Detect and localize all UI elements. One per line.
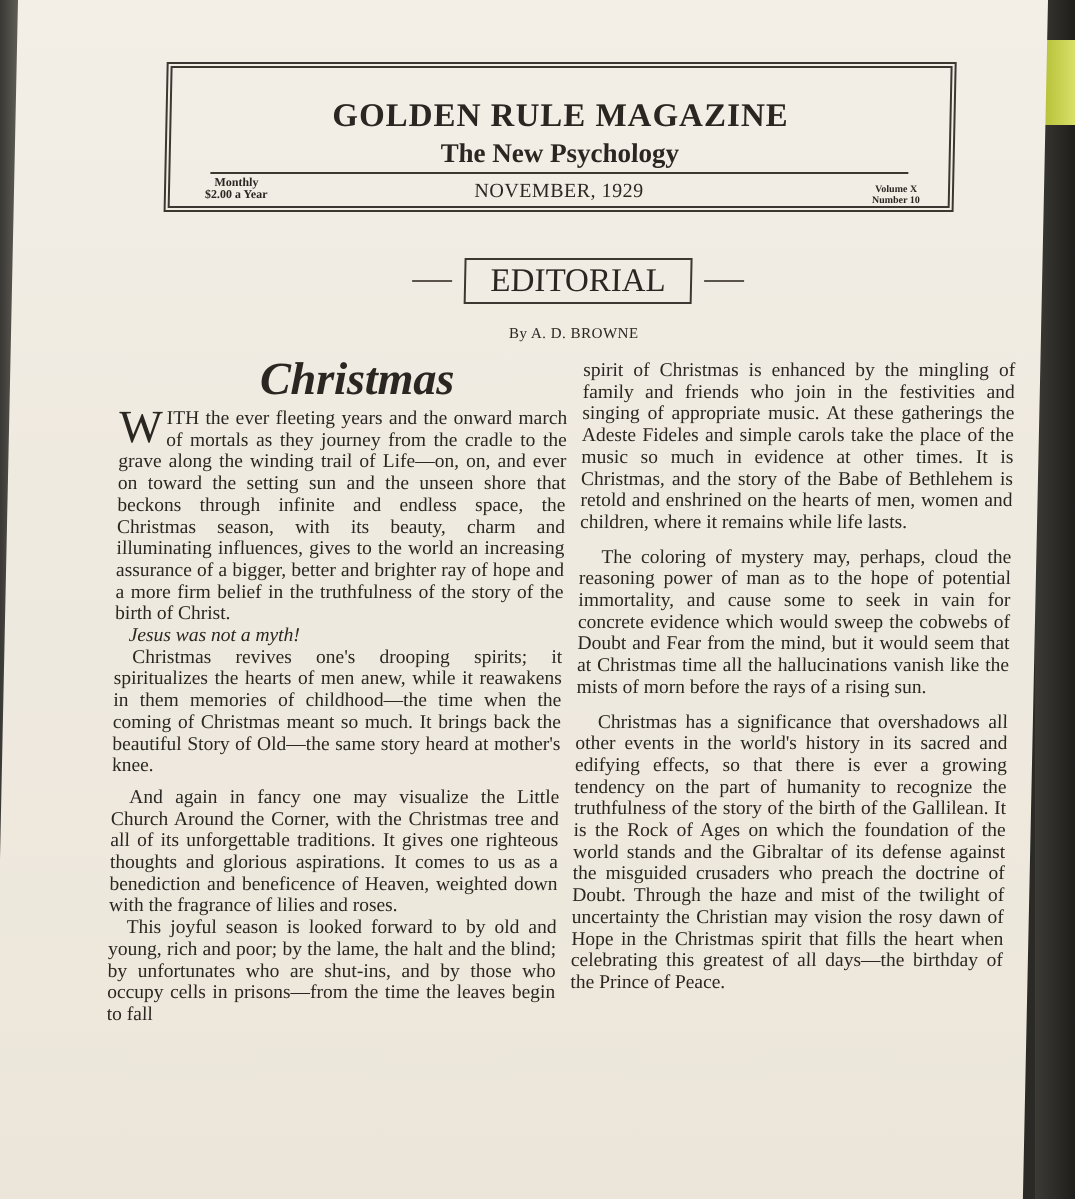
- number-text: Number 10: [871, 195, 920, 206]
- article-paragraph: spirit of Christmas is enhanced by the mingling of family and friends who join in the festivities and singing of appropriate music. At these gatherings the Adeste Fideles and simple carols take the place of the music so much in evidence at other times. It is Christmas, and the story of the Babe of Bethlehem is retold and enshrined on the hearts of men, women and children, where it remains while life lasts.: [579, 360, 1016, 533]
- article-paragraph: And again in fancy one may visualize the Little Church Around the Corner, with the Christmas tree and all of its unforgettable traditions. It gives one righteous thoughts and glorious aspirations. It comes to us as a benediction and beneficence of Heaven, weighted down with the fragrance of lilies and roses.: [108, 786, 560, 917]
- article-paragraph: This joyful season is looked forward to by old and young, rich and poor; by the lame, the halt and the blind; by unfortunates who are shut-ins, and by those who occupy cells in prisons—from the time the leaves begin to fall: [106, 917, 557, 1025]
- volume-info: [872, 184, 920, 206]
- masthead-subtitle: The New Psychology: [440, 138, 680, 168]
- article-subhead: Jesus was not a myth!: [128, 625, 301, 647]
- editorial-dash-right: [704, 280, 744, 282]
- article-heading: Christmas: [259, 353, 455, 404]
- byline: By A. D. BROWNE: [508, 326, 639, 342]
- article-paragraph: Christmas has a significance that overshadows all other events in the world's history in its sacred and edifying effects, so that there is ever a growing tendency on the part of humanity to recognize the truthfulness of the story of the birth of the Gallilean. It is the Rock of Ages on which the foundation of the world stands and the Gibraltar of its defense against the misguided crusaders who preach the doctrine of Doubt. Through the haze and mist of the twilight of uncertainty the Christian may vision the rosy dawn of Hope in the Christmas spirit that fills the heart when celebrating this greatest of all days—the birthday of the Prince of Peace.: [570, 711, 1009, 993]
- section-title: EDITORIAL: [464, 258, 693, 304]
- price-text: $2.00 a Year: [204, 187, 268, 201]
- volume-text: Volume X: [874, 184, 918, 195]
- article-paragraph: [114, 401, 568, 625]
- paragraph-text: ITH the ever fleeting years and the onward march of mortals as they journey from the cradle to the grave along the winding trail of Life—on, on, and ever on toward the setting sun and the unseen shore that beckons through infinite and endless space, the Christmas season, with its beauty, charm and illuminating influences, gives to the world an increasing assurance of a bigger, better and brighter ray of hope and a more firm belief in the truthfulness of the story of the birth of Christ.: [114, 408, 568, 625]
- issue-date: NOVEMBER, 1929: [474, 180, 644, 202]
- frequency-text: Monthly: [214, 175, 259, 189]
- masthead: [164, 62, 957, 212]
- article-column-left: [106, 401, 568, 1026]
- masthead-rule: [210, 172, 908, 174]
- article-column-right: [570, 360, 1015, 994]
- article-paragraph: The coloring of mystery may, perhaps, cloud the reasoning power of man as to the hope of potential immortality, and cause some to seek in vain for concrete evidence which would sweep the cobwebs of Doubt and Fear from the mind, but it would seem that at Christmas time all the hallucinations vanish like the mists of morn before the rays of a rising sun.: [576, 546, 1012, 698]
- green-tab: [1045, 40, 1075, 125]
- editorial-dash-left: [412, 280, 452, 282]
- drop-cap: W: [118, 401, 164, 452]
- article-paragraph: Christmas revives one's drooping spirits; it spiritualizes the hearts of men anew, while it reawakens in them memories of childhood—the time when the coming of Christmas meant so much. It brings back the beautiful Story of Old—the same story heard at mother's knee.: [111, 646, 563, 777]
- masthead-title: GOLDEN RULE MAGAZINE: [331, 98, 790, 134]
